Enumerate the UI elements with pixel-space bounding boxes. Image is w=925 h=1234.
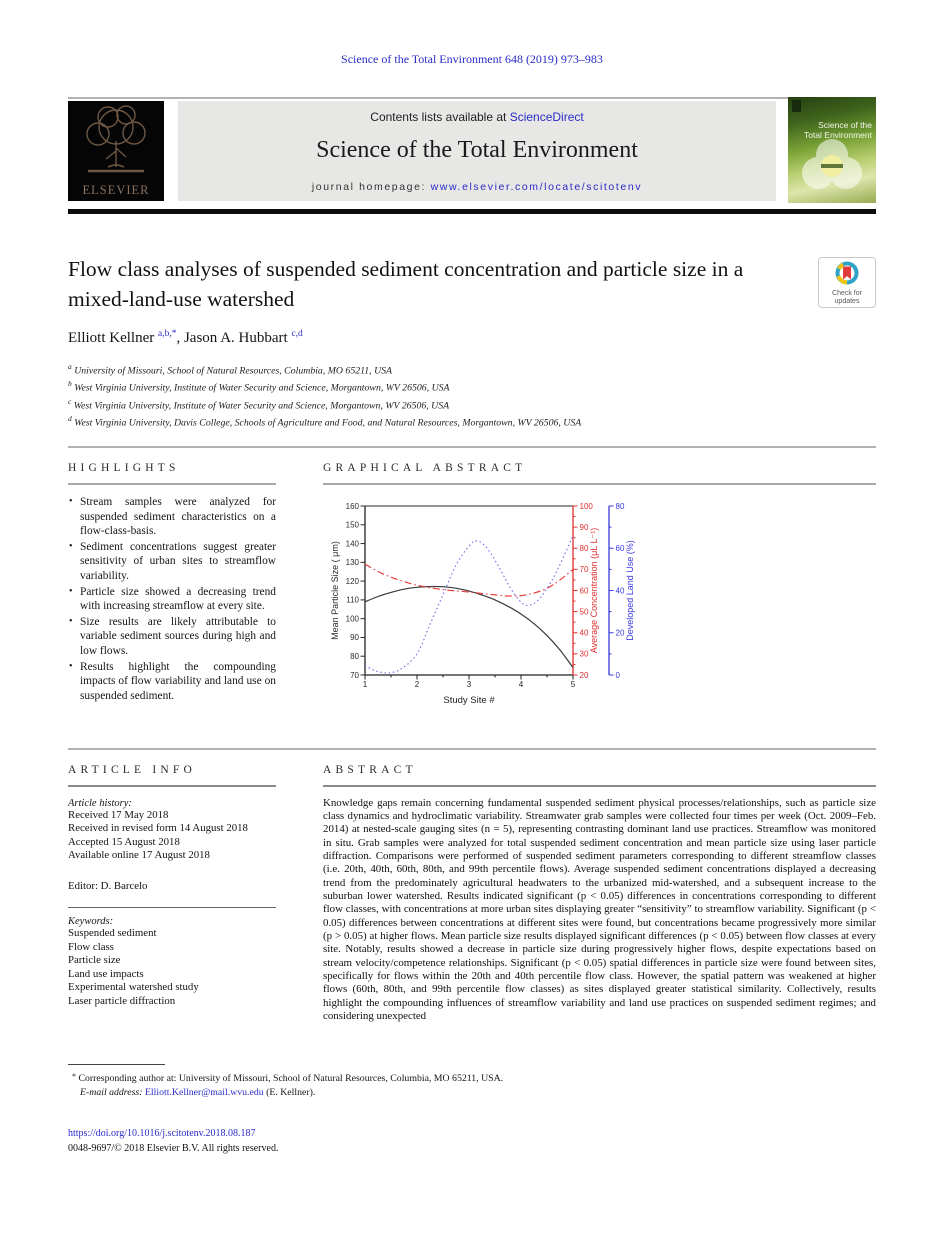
svg-text:Average Concentration (μL L⁻¹): Average Concentration (μL L⁻¹) [589, 527, 599, 654]
svg-text:90: 90 [350, 633, 359, 643]
article-history-label: Article history: [68, 797, 132, 809]
graphical-abstract-figure [323, 493, 876, 720]
masthead-black-bar [68, 209, 876, 214]
affiliation-line: $^a$ University of Missouri, School of Natural Resources, Columbia, MO 65211, USA [68, 362, 393, 377]
cover-title: Science of the Total Environment [803, 120, 872, 140]
svg-text:Developed Land Use (%): Developed Land Use (%) [625, 540, 635, 641]
history-line: Received in revised form 14 August 2018 [68, 822, 248, 835]
svg-text:160: 160 [345, 501, 359, 511]
email-link[interactable]: Elliott.Kellner@mail.wvu.edu [144, 1087, 264, 1098]
article-title: Flow class analyses of suspended sediment concentration and particle size in a mixed-land-use watershed [68, 257, 744, 311]
svg-text:2: 2 [414, 680, 420, 690]
divider-rule [68, 748, 876, 750]
author-name: Jason A. Hubbart [183, 330, 288, 346]
svg-text:40: 40 [615, 586, 625, 596]
author-line: Elliott Kellner $^{a,b,*}$, Jason A. Hubbart $^{c,d}$ [68, 329, 303, 346]
history-line: Accepted 15 August 2018 [68, 835, 180, 848]
elsevier-wordmark: ELSEVIER [82, 183, 150, 197]
homepage-url-link[interactable]: www.elsevier.com/locate/scitotenv [430, 181, 643, 193]
svg-text:100: 100 [345, 614, 359, 624]
author-affil-marks[interactable]: c,d [291, 329, 303, 339]
editor-line: Editor: D. Barcelo [68, 879, 148, 892]
svg-text:90: 90 [579, 522, 589, 532]
svg-text:100: 100 [579, 501, 593, 511]
keyword: Experimental watershed study [68, 981, 199, 994]
elsevier-tree-icon [68, 101, 164, 183]
title-row [68, 254, 876, 314]
svg-text:30: 30 [579, 649, 589, 659]
affiliations [68, 360, 876, 429]
keyword: Particle size [68, 954, 121, 967]
history-line: Available online 17 August 2018 [68, 849, 210, 862]
contents-line [178, 110, 776, 124]
highlight-item: • Results highlight the compounding impacts of flow variability and land use on suspended sediment. [68, 660, 276, 704]
homepage-prefix: journal homepage: [311, 181, 431, 193]
author-name: Elliott Kellner [68, 330, 155, 346]
highlights-rule [68, 483, 276, 485]
highlight-item: • Stream samples were analyzed for suspended sediment characteristics on a flow-class-basis. [68, 495, 276, 539]
cover-flower-icon [796, 133, 868, 197]
svg-text:Study Site #: Study Site # [443, 695, 495, 707]
badge-text: Check for updates [832, 290, 862, 305]
masthead [68, 101, 876, 201]
graphical-abstract-rule [323, 483, 876, 485]
footnote-rule [68, 1064, 165, 1065]
history-line: Received 17 May 2018 [68, 808, 169, 821]
article-info-column [68, 764, 276, 1023]
svg-text:0: 0 [615, 670, 620, 680]
svg-text:80: 80 [579, 544, 589, 554]
keywords-label: Keywords: [68, 915, 114, 927]
contents-prefix: Contents lists available at [370, 110, 510, 124]
svg-text:110: 110 [346, 595, 359, 605]
check-for-updates-badge[interactable] [818, 257, 876, 308]
divider-rule [68, 446, 876, 448]
svg-text:60: 60 [615, 544, 625, 554]
svg-text:80: 80 [615, 501, 625, 511]
svg-text:120: 120 [345, 576, 359, 586]
footer-block [68, 1128, 278, 1154]
abstract-rule [323, 785, 876, 787]
affiliation-line: $^c$ West Virginia University, Institute of Water Security and Science, Morgantown, WV 26506, USA [68, 396, 450, 411]
svg-text:1: 1 [362, 680, 368, 690]
graphical-abstract-column [323, 462, 876, 720]
highlights-column [68, 462, 276, 720]
highlights-and-graphical-abstract [68, 462, 876, 720]
keyword: Land use impacts [68, 967, 144, 980]
keyword: Laser particle diffraction [68, 994, 176, 1007]
masthead-top-rule [68, 97, 876, 99]
abstract-text: Knowledge gaps remain concerning fundamental suspended sediment physical processes/relationships, such as particle size class dynamics and hydroclimatic variability. Streamwater grab samples were collected four times per week (Oct. 2009–Feb. 2014) at nested-scale gauging sites (n = 5), representing contrasting dominant land use practices. Streamflow was monitored in situ. Grab samples were analyzed for total suspended sediment concentration and mean particle size using laser particle diffraction. Comparisons were performed of suspended sediment parameters corresponding to different streamflow classes (i.e. 20th, 40th, 60th, 80th, and 99th percentile flows). Average suspended sediment concentrations displayed a decreasing trend from the predominately agricultural headwaters to the urbanized mid-watershed, and a subsequent increase to the suburban lower watershed. Results indicated significant (p < 0.05) differences in concentrations corresponding to different flow classes, with concentrations at more urban sites displaying greater “sensitivity” to streamflow variability. Significant (p < 0.05) differences between concentrations at different sites were found, but concentrations became progressively more similar (p > 0.05) at higher flows. Mean particle size results displayed significant differences (p < 0.05) between flow classes at every site. Notably, results showed a decrease in particle size during progressively higher flows, despite expectations based on stream velocity/competence relationships. Significant (p < 0.05) spatial differences in particle size were found between sites, specifically for flows within the 20th and 40th percentile flow class. However, the spatial pattern was weakened at higher flows (60th, 80th, and 99th percentile flow classes) as sites displayed greater statistical similarity. Collectively, results highlight the compounding influences of streamflow variability and land use practices on suspended sediment regimes; and considering unexpected [323, 796, 876, 1023]
svg-text:70: 70 [579, 565, 589, 575]
highlight-item: • Particle size showed a decreasing trend with increasing streamflow at every site. [68, 585, 276, 614]
footnote-block [68, 1064, 688, 1100]
svg-text:20: 20 [579, 670, 589, 680]
svg-text:60: 60 [579, 586, 589, 596]
svg-text:5: 5 [570, 680, 576, 690]
doi-link[interactable]: https://doi.org/10.1016/j.scitotenv.2018.08.187 [68, 1128, 256, 1139]
copyright-line: 0048-9697/© 2018 Elsevier B.V. All rights reserved. [68, 1143, 279, 1154]
author-affil-marks[interactable]: a,b,* [157, 329, 177, 339]
corresponding-author-note: * Corresponding author at: University of Missouri, School of Natural Resources, Columbia, MO 65211, USA. [72, 1072, 504, 1084]
crossmark-icon [835, 261, 859, 285]
highlight-item: • Sediment concentrations suggest greater sensitivity of urban sites to streamflow variability. [68, 540, 276, 584]
journal-title: Science of the Total Environment [316, 137, 638, 163]
keyword: Suspended sediment [68, 926, 157, 939]
graphical-abstract-chart [329, 493, 661, 715]
svg-text:40: 40 [579, 628, 589, 638]
email-note: E-mail address: Elliott.Kellner@mail.wvu.edu (E. Kellner). [80, 1087, 316, 1098]
svg-text:Mean Particle Size ( μm): Mean Particle Size ( μm) [330, 541, 340, 640]
svg-text:4: 4 [518, 680, 524, 690]
svg-text:130: 130 [345, 558, 359, 568]
svg-text:50: 50 [579, 607, 589, 617]
keyword: Flow class [68, 940, 114, 953]
svg-text:80: 80 [350, 652, 359, 662]
running-head-citation: Science of the Total Environment 648 (2019) 973–983 [341, 52, 603, 66]
article-info-heading: ARTICLE INFO [68, 764, 196, 777]
svg-text:3: 3 [466, 680, 472, 690]
highlights-heading: HIGHLIGHTS [68, 462, 180, 475]
masthead-center-panel [178, 101, 776, 201]
cover-publisher-chip [792, 100, 801, 112]
abstract-heading: ABSTRACT [323, 764, 417, 777]
svg-text:20: 20 [615, 628, 625, 638]
sciencedirect-link[interactable]: ScienceDirect [509, 110, 584, 124]
elsevier-logo[interactable] [68, 101, 164, 201]
highlight-item: • Size results are likely attributable to variable sediment sources during high and low flows. [68, 615, 276, 659]
svg-text:150: 150 [345, 520, 359, 530]
keywords-rule [68, 907, 276, 908]
article-info-rule [68, 785, 276, 787]
graphical-abstract-heading: GRAPHICAL ABSTRACT [323, 462, 527, 475]
journal-cover-thumbnail[interactable] [788, 97, 876, 203]
homepage-line [178, 181, 776, 193]
affiliation-line: $^d$ West Virginia University, Davis College, Schools of Agriculture and Food, and Natural Resources, Morgantown, WV 26506, USA [68, 413, 582, 429]
highlights-list [68, 495, 276, 703]
info-and-abstract [68, 764, 876, 1023]
abstract-column [323, 764, 876, 1023]
svg-text:70: 70 [350, 670, 359, 680]
svg-text:140: 140 [345, 539, 359, 549]
affiliation-line: $^b$ West Virginia University, Institute of Water Security and Science, Morgantown, WV 26506, USA [68, 379, 450, 394]
